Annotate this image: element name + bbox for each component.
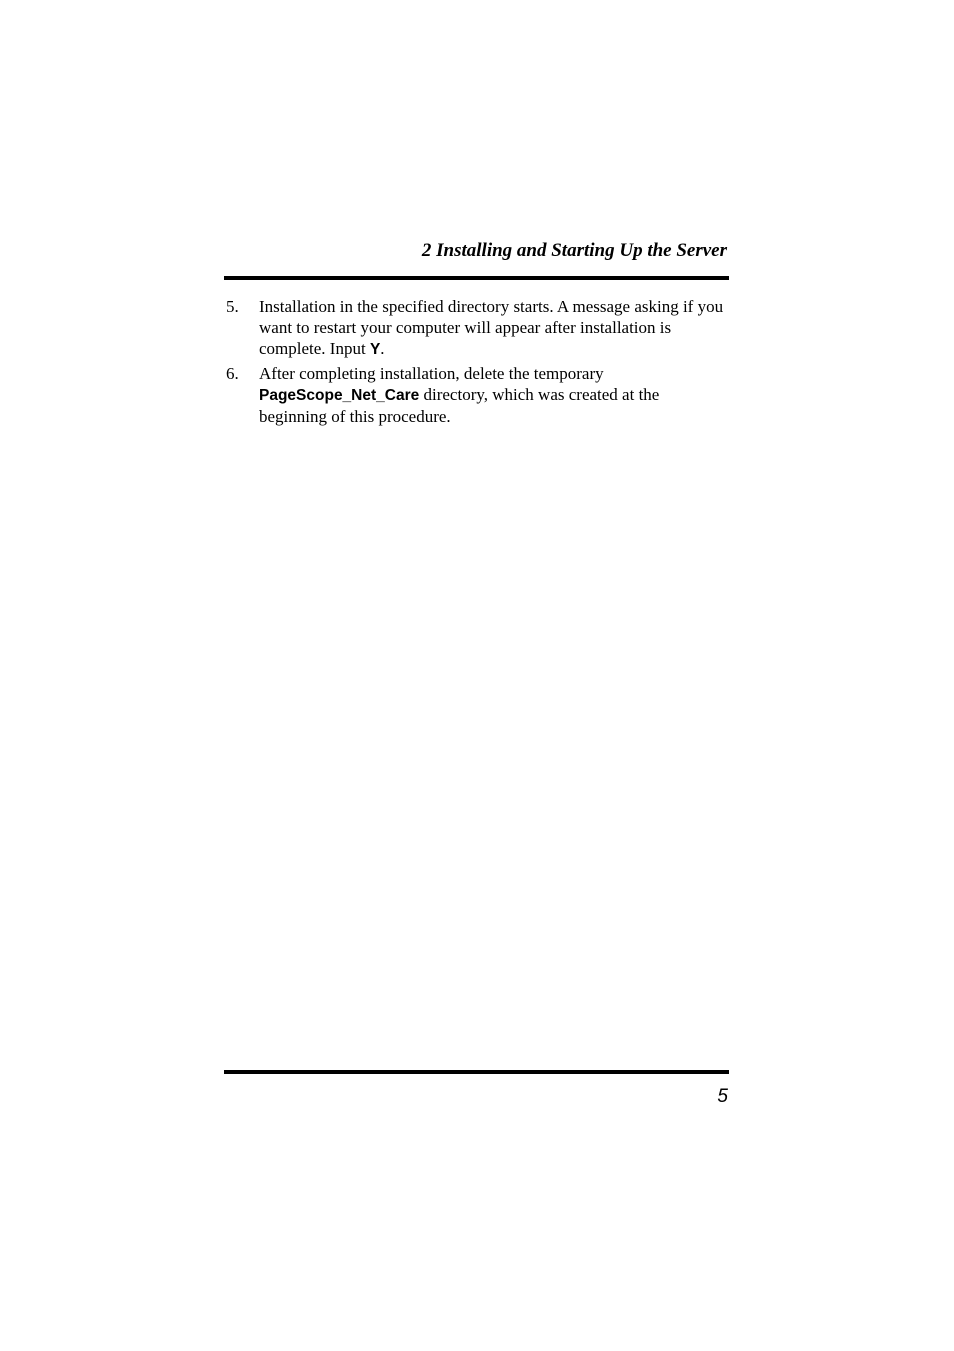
step-item [224, 296, 729, 360]
step-text [259, 296, 729, 360]
directory-name-label: PageScope_Net_Care [259, 387, 420, 404]
step-item [224, 363, 729, 427]
step-number: 6. [226, 364, 239, 383]
step-number: 5. [226, 297, 239, 316]
procedure-steps [224, 296, 729, 430]
step-text [259, 363, 729, 427]
page-number: 5 [717, 1086, 728, 1107]
header-rule [224, 276, 729, 280]
step-text-after: directory, which was created at the beginning of this procedure. [259, 385, 660, 426]
step-text-before: After completing installation, delete the temporary [259, 364, 604, 383]
step-text-before: Installation in the specified directory starts. A message asking if you want to restart your computer will appear after installation is complete. Input [259, 297, 724, 358]
footer-rule [224, 1070, 729, 1074]
input-key-label: Y [369, 341, 381, 358]
chapter-title: 2 Installing and Starting Up the Server [421, 240, 727, 261]
step-text-after: . [380, 339, 385, 358]
